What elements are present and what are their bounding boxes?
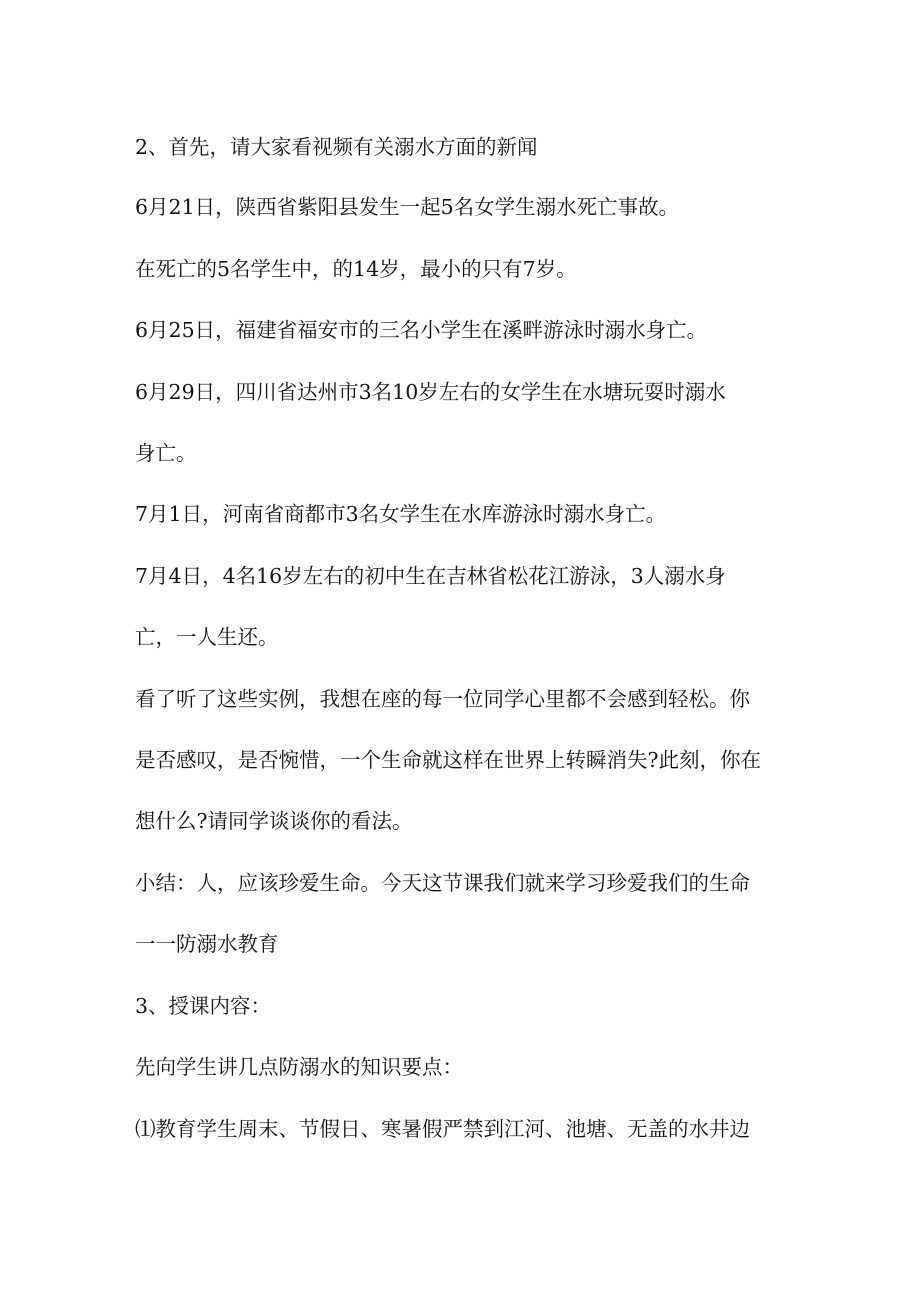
text-line-3: 在死亡的5名学生中，的14岁，最小的只有7岁。: [135, 257, 577, 281]
text-line-15: 3、授课内容：: [135, 994, 272, 1018]
text-line-14: 一一防溺水教育: [135, 932, 279, 956]
text-line-8: 7月4日，4名16岁左右的初中生在吉林省松花江游泳，3人溺水身: [135, 564, 726, 588]
text-line-7: 7月1日，河南省商都市3名女学生在水库游泳时溺水身亡。: [135, 502, 667, 526]
text-line-17: ⑴教育学生周末、节假日、寒暑假严禁到江河、池塘、无盖的水井边: [135, 1117, 750, 1141]
text-line-6: 身亡。: [135, 441, 197, 465]
text-line-9: 亡，一人生还。: [135, 625, 279, 649]
text-line-12: 想什么?请同学谈谈你的看法。: [135, 809, 413, 833]
text-line-5: 6月29日，四川省达州市3名10岁左右的女学生在水塘玩耍时溺水: [135, 380, 726, 404]
text-line-2: 6月21日，陕西省紫阳县发生一起5名女学生溺水死亡事故。: [135, 195, 680, 219]
text-line-1: 2、首先，请大家看视频有关溺水方面的新闻: [135, 135, 538, 159]
text-line-13: 小结：人，应该珍爱生命。今天这节课我们就来学习珍爱我们的生命: [135, 871, 750, 895]
text-line-4: 6月25日，福建省福安市的三名小学生在溪畔游泳时溺水身亡。: [135, 318, 708, 342]
text-line-11: 是否感叹，是否惋惜，一个生命就这样在世界上转瞬消失?此刻，你在: [135, 748, 761, 772]
text-line-16: 先向学生讲几点防溺水的知识要点：: [135, 1055, 463, 1079]
text-line-10: 看了听了这些实例，我想在座的每一位同学心里都不会感到轻松。你: [135, 687, 750, 711]
